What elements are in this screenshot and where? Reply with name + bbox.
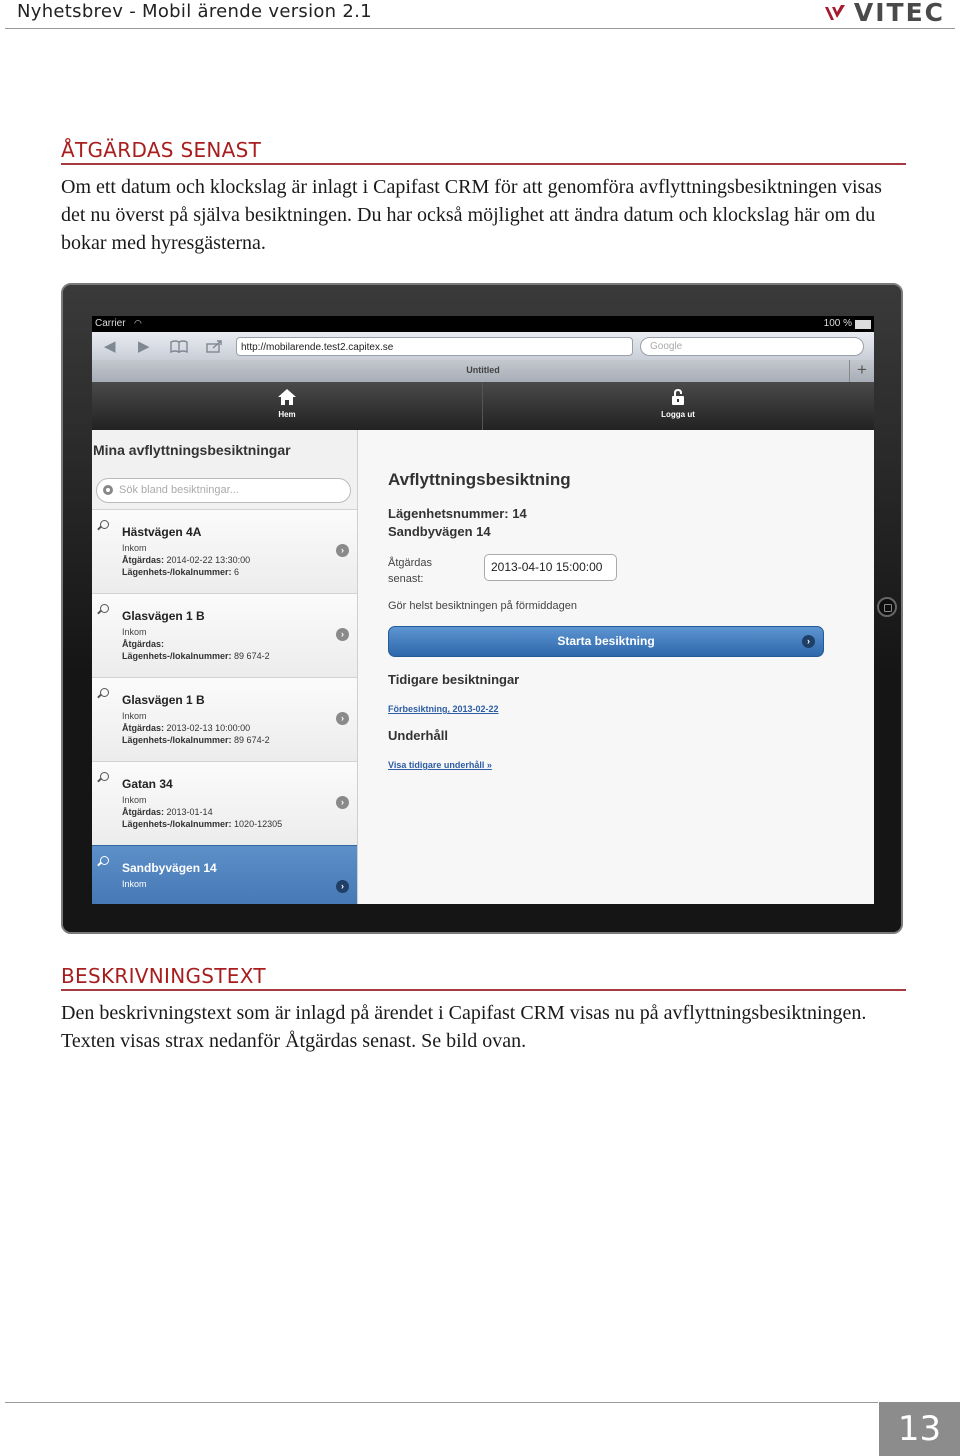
browser-toolbar xyxy=(92,332,874,360)
previous-maintenance-link[interactable]: Visa tidigare underhåll » xyxy=(388,760,492,770)
list-item-name: Glasvägen 1 B xyxy=(122,693,205,707)
logout-nav-button[interactable] xyxy=(483,382,873,430)
list-item[interactable]: Glasvägen 1 B Inkom Åtgärdas: Lägenhets-/lokalnummer: 89 674-2 › xyxy=(92,593,357,677)
page-header xyxy=(5,0,955,29)
battery-label: 100 % xyxy=(823,318,852,329)
maintenance-heading: Underhåll xyxy=(388,728,448,743)
section-title-atgardas-senast: ÅTGÄRDAS SENAST xyxy=(61,138,906,165)
inspection-search-placeholder: Sök bland besiktningar... xyxy=(119,484,239,496)
tablet-screen xyxy=(92,316,874,904)
previous-inspection-link[interactable]: Förbesiktning, 2013-02-22 xyxy=(388,704,499,714)
carrier-label: Carrier xyxy=(95,318,126,329)
section-body-beskrivningstext: Den beskrivningstext som är inlagd på ärendet i Capifast CRM visas nu på avflyttningsbesiktningen. Texten visas strax nedanför Åtgärdas senast. Se bild ovan. xyxy=(61,1002,867,1052)
browser-tab-bar xyxy=(92,360,874,382)
start-inspection-button[interactable]: Starta besiktning › xyxy=(388,626,824,657)
inspection-list-panel xyxy=(92,430,358,904)
list-item-name: Glasvägen 1 B xyxy=(122,609,205,623)
detail-address: Sandbyvägen 14 xyxy=(388,524,491,539)
chevron-right-icon: › xyxy=(336,628,349,641)
home-icon xyxy=(277,387,297,407)
magnifier-icon xyxy=(100,856,109,865)
magnifier-icon xyxy=(100,688,109,697)
detail-description: Gör helst besiktningen på förmiddagen xyxy=(388,600,577,612)
home-nav-label: Hem xyxy=(278,410,296,419)
list-item-due: 2013-01-14 xyxy=(166,807,213,817)
list-item-apt: 89 674-2 xyxy=(234,735,270,745)
tablet-screenshot xyxy=(61,283,903,934)
url-field[interactable]: http://mobilarende.test2.capitex.se xyxy=(236,337,633,356)
list-item-apt: 1020-12305 xyxy=(234,819,283,829)
list-item[interactable]: Hästvägen 4A Inkom Åtgärdas: 2014-02-22 13:30:00 Lägenhets-/lokalnummer: 6 › xyxy=(92,509,357,593)
list-item-type: Inkom xyxy=(122,711,147,721)
chevron-right-icon: › xyxy=(802,635,815,648)
home-nav-button[interactable] xyxy=(92,382,483,430)
list-item-name: Sandbyvägen 14 xyxy=(122,861,217,875)
battery-icon xyxy=(855,320,871,329)
vitec-logo xyxy=(824,1,945,25)
section-body-atgardas-senast: Om ett datum och klockslag är inlagt i Capifast CRM för att genomföra avflyttningsbesiktningen visas det nu överst på själva besiktningen. Du har också möjlighet att ändra datum och klockslag här om du bokar med hyresgästerna. xyxy=(61,176,882,254)
list-item-due: 2013-02-13 10:00:00 xyxy=(166,723,251,733)
magnifier-icon xyxy=(100,604,109,613)
list-item[interactable]: Gatan 34 Inkom Åtgärdas: 2013-01-14 Lägenhets-/lokalnummer: 1020-12305 › xyxy=(92,761,357,845)
app-nav-bar xyxy=(92,382,874,430)
list-item-selected[interactable] xyxy=(92,845,357,904)
list-item-type: Inkom xyxy=(122,627,147,637)
magnifier-icon xyxy=(100,772,109,781)
back-icon[interactable]: ◀ xyxy=(104,338,116,355)
list-item[interactable]: Glasvägen 1 B Inkom Åtgärdas: 2013-02-13 10:00:00 Lägenhets-/lokalnummer: 89 674-2 › xyxy=(92,677,357,761)
tablet-home-button xyxy=(877,597,897,617)
status-bar xyxy=(92,316,874,332)
due-date-input[interactable]: 2013-04-10 15:00:00 xyxy=(484,554,617,581)
forward-icon[interactable]: ▶ xyxy=(138,338,150,355)
lock-icon xyxy=(668,387,688,407)
bookmarks-icon[interactable] xyxy=(170,340,188,353)
list-item-type: Inkom xyxy=(122,543,147,553)
list-item-type: Inkom xyxy=(122,879,147,889)
detail-title: Avflyttningsbesiktning xyxy=(388,470,571,489)
chevron-right-icon: › xyxy=(336,712,349,725)
document-title: Nyhetsbrev - Mobil ärende version 2.1 xyxy=(17,1,372,22)
previous-inspections-heading: Tidigare besiktningar xyxy=(388,672,520,687)
chevron-right-icon: › xyxy=(336,880,349,893)
inspection-list xyxy=(92,509,357,904)
chevron-right-icon: › xyxy=(336,544,349,557)
magnifier-icon xyxy=(100,520,109,529)
vitec-logo-text: VITEC xyxy=(853,0,945,27)
list-item-name: Gatan 34 xyxy=(122,777,173,791)
due-date-label: Åtgärdas senast: xyxy=(388,557,433,585)
wifi-icon: ◠ xyxy=(134,318,142,328)
detail-apartment: Lägenhetsnummer: 14 Sandbyvägen 14 xyxy=(388,506,527,539)
section-title-beskrivningstext: BESKRIVNINGSTEXT xyxy=(61,964,906,991)
inspection-list-heading: Mina avflyttningsbesiktningar xyxy=(93,442,291,458)
list-item-apt: 89 674-2 xyxy=(234,651,270,661)
search-icon xyxy=(103,485,113,495)
inspection-search-input[interactable] xyxy=(96,478,351,503)
footer-rule xyxy=(5,1402,878,1403)
inspection-detail-panel xyxy=(358,430,874,904)
logout-nav-label: Logga ut xyxy=(661,410,695,419)
chevron-right-icon: › xyxy=(336,796,349,809)
vitec-logo-mark-icon xyxy=(824,4,846,22)
share-icon[interactable] xyxy=(206,339,224,353)
list-item-due: 2014-02-22 13:30:00 xyxy=(166,555,251,565)
list-item-apt: 6 xyxy=(234,567,240,577)
browser-tab-title[interactable]: Untitled xyxy=(466,365,500,375)
list-item-type: Inkom xyxy=(122,795,147,805)
add-tab-button[interactable]: + xyxy=(849,360,874,382)
list-item-name: Hästvägen 4A xyxy=(122,525,202,539)
page-number: 13 xyxy=(879,1402,960,1456)
google-search-field[interactable]: Google xyxy=(640,337,864,356)
